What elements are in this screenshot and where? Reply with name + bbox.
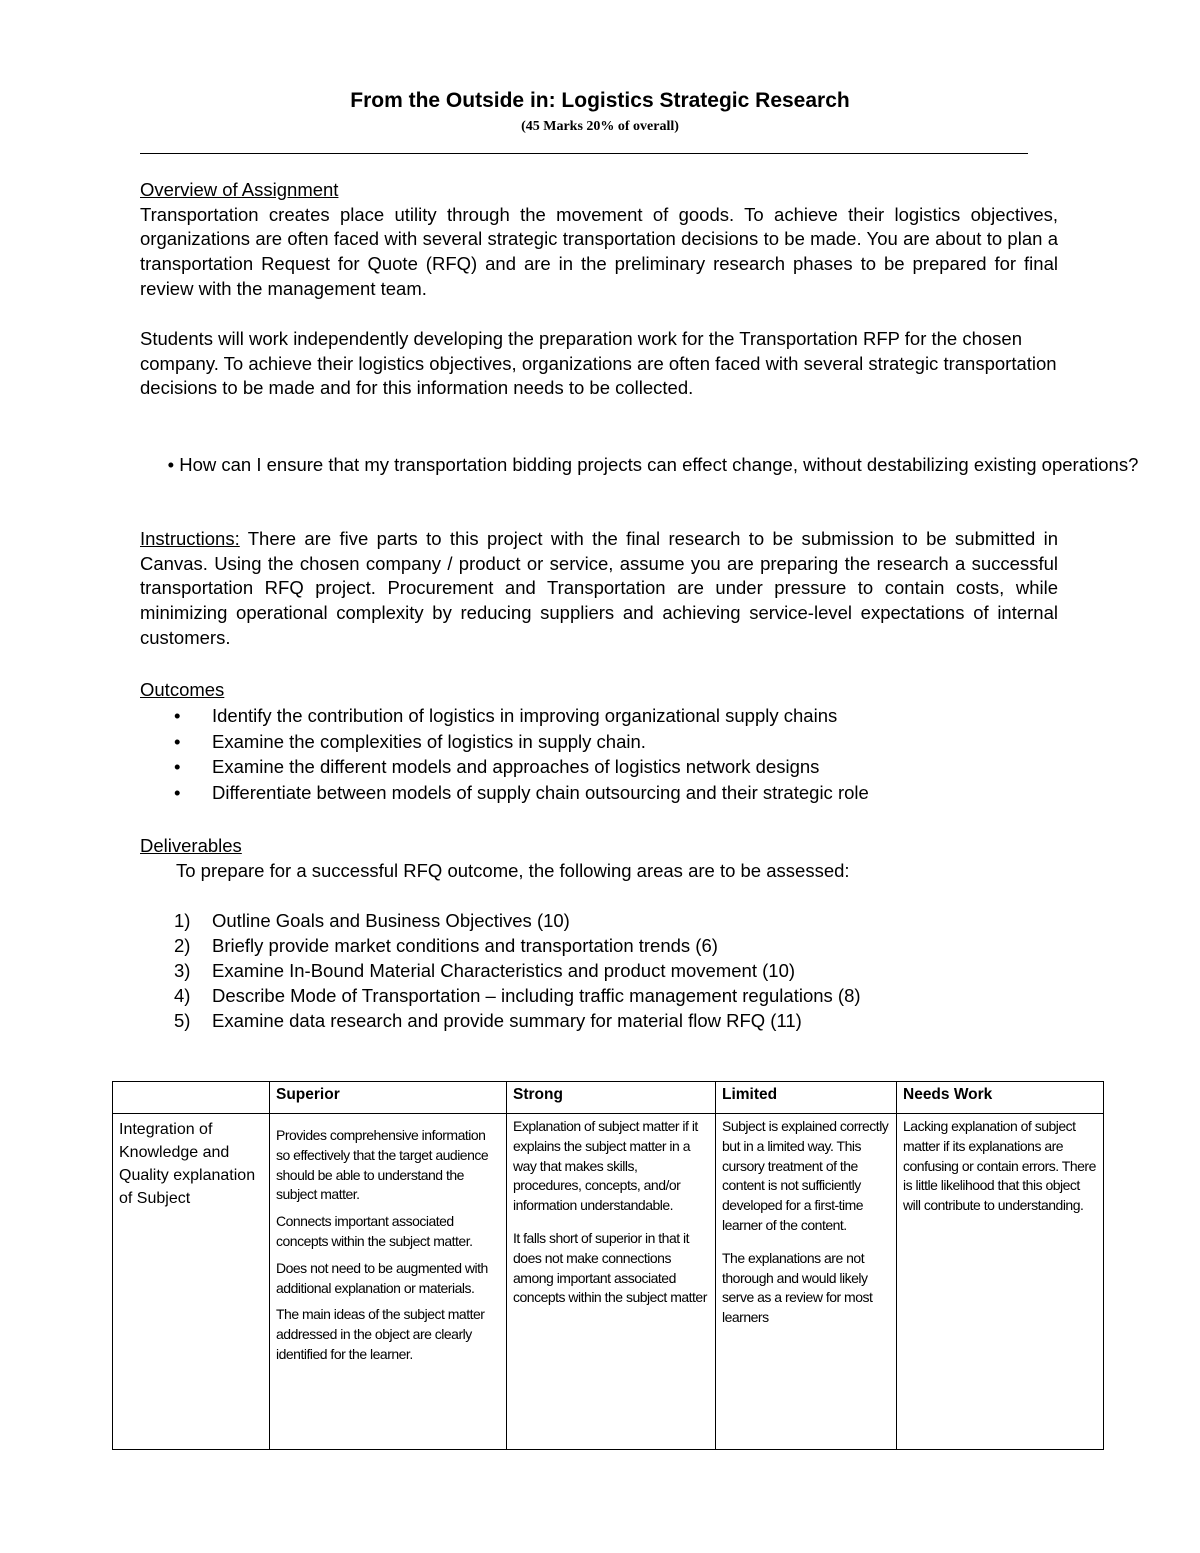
- outcomes-heading-block: [140, 678, 1058, 703]
- superior-cell: [270, 1114, 507, 1450]
- table-header-cell: Strong: [507, 1082, 716, 1114]
- overview-heading: Overview of Assignment: [140, 179, 339, 200]
- list-item: • Examine the different models and approaches of logistics network designs: [174, 754, 869, 780]
- list-item: • Identify the contribution of logistics in improving organizational supply chains: [174, 703, 869, 729]
- table-header-cell: Superior: [270, 1082, 507, 1114]
- overview-section: [140, 178, 1058, 302]
- rubric-table: [112, 1081, 1104, 1450]
- needs-work-text: Lacking explanation of subject matter if its explanations are confusing or contain errors. There is little likelihood that this object will contribute to understanding.: [903, 1118, 1096, 1214]
- deliverables-heading: Deliverables: [140, 835, 242, 856]
- list-item: • Examine the complexities of logistics in supply chain.: [174, 729, 869, 755]
- limited-cell: [716, 1114, 897, 1450]
- limited-text: Subject is explained correctly but in a limited way. This cursory treatment of the content is not sufficiently developed for a first-time learner of the content.: [722, 1118, 889, 1233]
- superior-text: The main ideas of the subject matter addressed in the object are clearly identified for the learner.: [276, 1306, 485, 1362]
- strong-cell: [507, 1114, 716, 1450]
- superior-text: Provides comprehensive information so effectively that the target audience should be able to understand the subject matter.: [276, 1127, 489, 1203]
- page-subtitle: (45 Marks 20% of overall): [521, 119, 679, 134]
- overview-paragraph-2-block: [140, 327, 1058, 401]
- needs-work-cell: [897, 1114, 1104, 1450]
- deliverables-heading-block: [140, 834, 1058, 883]
- row-label: Integration of Knowledge and Quality explanation of Subject: [113, 1114, 270, 1450]
- deliverables-list: [174, 908, 861, 1033]
- superior-text: Does not need to be augmented with additional explanation or materials.: [276, 1259, 488, 1296]
- instructions-text: There are five parts to this project with the final research to be submission to be submitted in Canvas. Using the chosen company / product or service, assume you are preparing the research a successful transportation RFQ project. Procurement and Transportation are under pressure to contain costs, while minimizing operational complexity by reducing suppliers and achieving service-level expectations of internal customers.: [140, 528, 1058, 648]
- page-title: From the Outside in: Logistics Strategic Research: [350, 89, 850, 112]
- superior-text: Connects important associated concepts within the subject matter.: [276, 1213, 473, 1249]
- table-header-cell: Needs Work: [897, 1082, 1104, 1114]
- strong-text: Explanation of subject matter if it explains the subject matter in a way that makes skills, procedures, concepts, and/or information understandable.: [513, 1118, 698, 1214]
- table-header-cell: [113, 1082, 270, 1114]
- horizontal-rule: [140, 153, 1028, 154]
- table-row: [113, 1114, 1104, 1450]
- limited-text: The explanations are not thorough and would likely serve as a review for most learners: [722, 1249, 873, 1326]
- list-item: 2) Briefly provide market conditions and transportation trends (6): [174, 935, 718, 956]
- overview-paragraph-2: Students will work independently developing the preparation work for the Transportation RFP for the chosen company. To achieve their logistics objectives, organizations are often faced with several strategic transportation decisions to be made and for this information needs to be collected.: [140, 328, 1057, 399]
- table-header-cell: Limited: [716, 1082, 897, 1114]
- instructions-label: Instructions:: [140, 528, 240, 549]
- list-item: • Differentiate between models of supply chain outsourcing and their strategic role: [174, 780, 869, 806]
- list-item: 1) Outline Goals and Business Objectives (10): [174, 910, 570, 931]
- table-header-row: [113, 1082, 1104, 1114]
- list-item: 5) Examine data research and provide summary for material flow RFQ (11): [174, 1010, 802, 1031]
- list-item: 4) Describe Mode of Transportation – including traffic management regulations (8): [174, 985, 861, 1006]
- outcomes-list: [174, 703, 869, 805]
- list-item: 3) Examine In-Bound Material Characteristics and product movement (10): [174, 960, 796, 981]
- guiding-question: • How can I ensure that my transportation bidding projects can effect change, without destabilizing existing operations?: [167, 454, 1139, 475]
- instructions-section: [140, 527, 1058, 651]
- overview-paragraph-1: Transportation creates place utility through the movement of goods. To achieve their logistics objectives, organizations are often faced with several strategic transportation decisions to be made. You are about to plan a transportation Request for Quote (RFQ) and are in the preliminary research phases to be prepared for final review with the management team.: [140, 203, 1058, 299]
- strong-text: It falls short of superior in that it does not make connections among important associated concepts within the subject matter: [513, 1229, 707, 1306]
- outcomes-heading: Outcomes: [140, 679, 225, 700]
- deliverables-intro: To prepare for a successful RFQ outcome, the following areas are to be assessed:: [176, 859, 850, 881]
